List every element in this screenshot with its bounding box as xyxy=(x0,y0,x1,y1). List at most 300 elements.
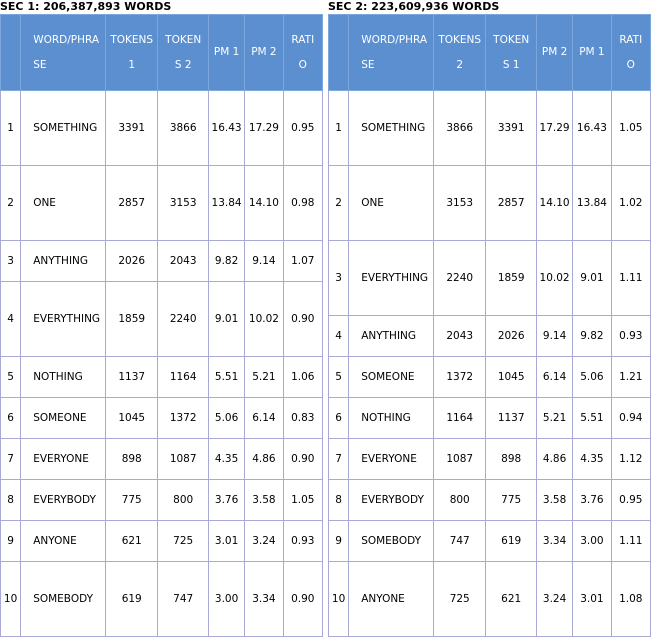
pm-b-header-label: PM 2 xyxy=(251,46,277,58)
pm-a-header xyxy=(208,15,244,91)
tokens-a-cell xyxy=(433,357,485,398)
pm-a-cell-text: 17.29 xyxy=(539,121,570,134)
pm-b-cell-text: 3.58 xyxy=(252,493,276,506)
pm-b-cell xyxy=(573,480,611,521)
pm-b-cell xyxy=(245,521,283,562)
tokens-a-cell xyxy=(105,166,157,241)
pm-a-cell-text: 14.10 xyxy=(539,196,570,209)
ratio-cell-text: 0.83 xyxy=(291,411,315,424)
row-index-text: 4 xyxy=(335,329,342,342)
table-row xyxy=(329,316,651,357)
pm-a-cell xyxy=(536,562,572,637)
pm-b-cell xyxy=(245,166,283,241)
word-cell xyxy=(21,282,106,357)
table-row xyxy=(329,398,651,439)
tokens-a-cell xyxy=(433,439,485,480)
row-index-text: 1 xyxy=(335,121,342,134)
table-row xyxy=(329,241,651,316)
pm-b-cell xyxy=(245,562,283,637)
ratio-cell-text: 1.21 xyxy=(619,370,643,383)
word-cell-text: SOMEONE xyxy=(361,370,415,383)
pm-b-cell xyxy=(573,316,611,357)
pm-b-cell-text: 5.21 xyxy=(252,370,276,383)
pm-b-cell xyxy=(573,241,611,316)
pm-b-header-label: PM 1 xyxy=(579,46,605,58)
pm-b-cell xyxy=(245,357,283,398)
tokens-b-cell-text: 619 xyxy=(501,534,522,547)
tokens-a-cell xyxy=(433,521,485,562)
word-cell-text: EVERYTHING xyxy=(361,271,429,284)
tokens-a-cell xyxy=(105,521,157,562)
word-cell xyxy=(21,398,106,439)
word-cell xyxy=(349,562,434,637)
table-row xyxy=(329,521,651,562)
ratio-cell xyxy=(611,439,650,480)
pm-a-cell-text: 3.76 xyxy=(214,493,239,506)
pm-b-cell-text: 4.35 xyxy=(580,452,604,465)
pm-b-cell-text: 9.82 xyxy=(580,329,604,342)
tokens-a-cell xyxy=(105,282,157,357)
ratio-cell-text: 1.08 xyxy=(619,592,643,605)
index-header xyxy=(329,15,349,91)
row-index xyxy=(1,282,21,357)
row-index xyxy=(1,562,21,637)
tokens-b-cell xyxy=(158,480,208,521)
pm-b-cell xyxy=(573,357,611,398)
row-index xyxy=(1,398,21,439)
word-cell-text: SOMEBODY xyxy=(361,534,422,547)
tokens-b-cell xyxy=(158,166,208,241)
ratio-cell-text: 1.07 xyxy=(291,254,315,267)
tokens-b-header-label: TOKENS 1 xyxy=(493,33,530,71)
ratio-cell-text: 1.11 xyxy=(619,271,643,284)
row-index-text: 7 xyxy=(335,452,342,465)
tokens-b-cell-text: 3391 xyxy=(497,121,525,134)
tokens-a-cell xyxy=(433,166,485,241)
ratio-cell-text: 0.94 xyxy=(619,411,643,424)
tokens-a-cell xyxy=(433,241,485,316)
word-cell xyxy=(349,166,434,241)
table-body xyxy=(329,91,651,637)
tokens-b-cell xyxy=(486,439,536,480)
tokens-b-header xyxy=(158,15,208,91)
row-index-text: 5 xyxy=(7,370,14,383)
word-phrase-header xyxy=(349,15,434,91)
row-index-text: 6 xyxy=(335,411,342,424)
sec2-title: SEC 2: 223,609,936 WORDS xyxy=(328,0,500,13)
word-cell xyxy=(21,357,106,398)
row-index-text: 5 xyxy=(335,370,342,383)
row-index xyxy=(1,439,21,480)
table-body xyxy=(1,91,323,637)
pm-b-cell-text: 4.86 xyxy=(252,452,276,465)
tokens-a-cell xyxy=(433,480,485,521)
sec1-title: SEC 1: 206,387,893 WORDS xyxy=(0,0,172,13)
ratio-cell xyxy=(283,241,322,282)
pm-b-cell-text: 17.29 xyxy=(248,121,279,134)
pm-a-cell xyxy=(536,357,572,398)
pm-a-cell-text: 10.02 xyxy=(539,271,570,284)
row-index xyxy=(329,91,349,166)
pm-a-cell xyxy=(208,241,244,282)
ratio-cell xyxy=(283,91,322,166)
tokens-a-cell-text: 1164 xyxy=(446,411,474,424)
ratio-cell xyxy=(611,480,650,521)
row-index-text: 3 xyxy=(7,254,14,267)
tokens-b-cell-text: 2026 xyxy=(497,329,525,342)
row-index xyxy=(329,241,349,316)
tokens-b-cell xyxy=(486,521,536,562)
word-cell-text: ANYTHING xyxy=(361,329,417,342)
table-row xyxy=(1,521,323,562)
tokens-b-header xyxy=(486,15,536,91)
pm-a-cell-text: 13.84 xyxy=(211,196,242,209)
word-cell xyxy=(21,480,106,521)
row-index xyxy=(1,521,21,562)
pm-a-cell-text: 3.01 xyxy=(214,534,239,547)
tokens-a-cell-text: 2026 xyxy=(118,254,146,267)
pm-b-cell-text: 6.14 xyxy=(252,411,276,424)
ratio-header xyxy=(283,15,322,91)
pm-a-cell xyxy=(536,480,572,521)
tokens-b-cell xyxy=(486,480,536,521)
word-cell xyxy=(349,357,434,398)
ratio-cell xyxy=(611,521,650,562)
row-index-text: 10 xyxy=(331,592,346,605)
pm-a-cell xyxy=(208,357,244,398)
word-phrase-header-label: WORD/PHRASE xyxy=(361,33,428,71)
pm-a-cell-text: 9.01 xyxy=(214,312,239,325)
sec2-table xyxy=(328,14,651,637)
ratio-cell xyxy=(283,562,322,637)
pm-a-cell xyxy=(536,316,572,357)
tokens-b-cell xyxy=(158,521,208,562)
tokens-b-cell xyxy=(158,562,208,637)
table-row xyxy=(329,480,651,521)
pm-a-cell-text: 4.35 xyxy=(214,452,239,465)
pm-a-header-label: PM 1 xyxy=(213,46,240,58)
ratio-header-label: RATIO xyxy=(619,33,643,71)
word-cell xyxy=(21,562,106,637)
word-cell-text: EVERYBODY xyxy=(33,493,96,506)
row-index xyxy=(1,166,21,241)
word-cell xyxy=(349,398,434,439)
table-row xyxy=(1,166,323,241)
row-index-text: 10 xyxy=(3,592,18,605)
ratio-cell xyxy=(283,398,322,439)
ratio-cell-text: 0.90 xyxy=(291,312,315,325)
word-cell xyxy=(21,439,106,480)
pm-a-cell xyxy=(536,166,572,241)
tokens-b-cell-text: 1137 xyxy=(497,411,525,424)
pm-a-cell xyxy=(536,439,572,480)
word-cell-text: NOTHING xyxy=(361,411,411,424)
row-index xyxy=(329,316,349,357)
tokens-b-cell-text: 1164 xyxy=(169,370,197,383)
table-row xyxy=(1,91,323,166)
pm-b-header xyxy=(573,15,611,91)
tokens-a-cell-text: 1372 xyxy=(446,370,474,383)
tokens-b-cell xyxy=(158,241,208,282)
pm-b-cell xyxy=(245,282,283,357)
word-cell xyxy=(21,241,106,282)
pm-a-cell xyxy=(208,521,244,562)
word-cell-text: EVERYONE xyxy=(33,452,89,465)
table-header-row xyxy=(1,15,323,91)
table-row xyxy=(329,166,651,241)
tokens-b-cell-text: 621 xyxy=(501,592,522,605)
ratio-cell-text: 0.95 xyxy=(619,493,643,506)
word-cell xyxy=(21,91,106,166)
pm-a-cell-text: 5.51 xyxy=(214,370,239,383)
row-index-text: 9 xyxy=(335,534,342,547)
tokens-b-cell-text: 800 xyxy=(173,493,194,506)
tokens-b-cell xyxy=(158,357,208,398)
word-cell xyxy=(21,166,106,241)
pm-a-cell xyxy=(208,398,244,439)
word-phrase-header xyxy=(21,15,106,91)
row-index-text: 4 xyxy=(7,312,14,325)
row-index-text: 1 xyxy=(7,121,14,134)
tokens-a-cell-text: 800 xyxy=(449,493,470,506)
tokens-a-cell-text: 619 xyxy=(121,592,142,605)
ratio-cell-text: 0.98 xyxy=(291,196,315,209)
tokens-b-cell xyxy=(486,316,536,357)
tokens-b-cell-text: 725 xyxy=(173,534,194,547)
pm-b-cell-text: 10.02 xyxy=(248,312,279,325)
pm-a-cell-text: 3.34 xyxy=(542,534,567,547)
tokens-b-cell-text: 2043 xyxy=(169,254,197,267)
tokens-a-cell-text: 898 xyxy=(121,452,142,465)
sec1-table xyxy=(0,14,323,637)
pm-a-cell-text: 5.06 xyxy=(214,411,239,424)
tokens-b-cell xyxy=(486,562,536,637)
tokens-a-cell-text: 2240 xyxy=(446,271,474,284)
ratio-cell-text: 1.11 xyxy=(619,534,643,547)
pm-a-cell xyxy=(536,521,572,562)
tokens-b-cell xyxy=(486,166,536,241)
row-index-text: 8 xyxy=(7,493,14,506)
ratio-cell-text: 1.05 xyxy=(619,121,643,134)
ratio-cell xyxy=(611,91,650,166)
row-index-text: 2 xyxy=(7,196,14,209)
pm-a-cell-text: 3.24 xyxy=(542,592,567,605)
sec1-panel xyxy=(0,0,323,637)
tokens-a-cell-text: 3153 xyxy=(446,196,474,209)
ratio-cell-text: 1.05 xyxy=(291,493,315,506)
tokens-a-cell xyxy=(105,357,157,398)
word-phrase-header-label: WORD/PHRASE xyxy=(33,33,100,71)
row-index-text: 8 xyxy=(335,493,342,506)
row-index-text: 6 xyxy=(7,411,14,424)
pm-b-cell-text: 13.84 xyxy=(576,196,607,209)
row-index xyxy=(1,357,21,398)
ratio-cell xyxy=(283,166,322,241)
pm-a-header xyxy=(536,15,572,91)
tokens-a-cell xyxy=(105,91,157,166)
tokens-a-cell xyxy=(433,316,485,357)
word-cell-text: ANYONE xyxy=(33,534,77,547)
word-cell xyxy=(349,521,434,562)
ratio-cell xyxy=(283,480,322,521)
tokens-a-cell-text: 3391 xyxy=(118,121,146,134)
pm-b-cell xyxy=(245,91,283,166)
tokens-b-cell-text: 898 xyxy=(501,452,522,465)
tokens-b-cell-text: 1372 xyxy=(169,411,197,424)
ratio-cell-text: 0.93 xyxy=(291,534,315,547)
word-cell xyxy=(349,480,434,521)
row-index xyxy=(329,357,349,398)
tokens-a-cell xyxy=(105,480,157,521)
word-cell xyxy=(349,241,434,316)
tokens-b-cell xyxy=(486,91,536,166)
row-index-text: 9 xyxy=(7,534,14,547)
row-index xyxy=(329,480,349,521)
pm-a-cell-text: 3.00 xyxy=(214,592,239,605)
tokens-b-header-label: TOKENS 2 xyxy=(165,33,202,71)
tokens-a-header xyxy=(433,15,485,91)
pm-b-cell xyxy=(573,398,611,439)
word-cell-text: EVERYONE xyxy=(361,452,417,465)
ratio-cell xyxy=(611,316,650,357)
ratio-cell xyxy=(611,166,650,241)
ratio-cell xyxy=(611,398,650,439)
word-cell-text: SOMEBODY xyxy=(33,592,94,605)
pm-b-cell xyxy=(573,562,611,637)
table-row xyxy=(1,398,323,439)
tokens-b-cell-text: 747 xyxy=(173,592,194,605)
table-row xyxy=(1,480,323,521)
tokens-a-cell-text: 3866 xyxy=(446,121,474,134)
tokens-b-cell xyxy=(486,241,536,316)
pm-b-cell-text: 3.24 xyxy=(252,534,276,547)
tokens-a-cell-text: 1859 xyxy=(118,312,146,325)
pm-a-cell-text: 6.14 xyxy=(542,370,567,383)
pm-a-cell xyxy=(536,91,572,166)
word-cell-text: SOMEONE xyxy=(33,411,87,424)
tokens-a-header xyxy=(105,15,157,91)
pm-b-cell-text: 3.01 xyxy=(580,592,604,605)
tokens-b-cell xyxy=(158,439,208,480)
ratio-cell xyxy=(611,562,650,637)
ratio-cell-text: 1.02 xyxy=(619,196,643,209)
ratio-cell-text: 0.93 xyxy=(619,329,643,342)
row-index xyxy=(329,521,349,562)
tokens-b-cell xyxy=(158,282,208,357)
sec2-panel xyxy=(328,0,651,637)
word-cell-text: ANYONE xyxy=(361,592,405,605)
row-index xyxy=(1,91,21,166)
table-row xyxy=(329,357,651,398)
tokens-a-cell xyxy=(105,241,157,282)
tokens-b-cell-text: 1045 xyxy=(497,370,525,383)
pm-a-cell xyxy=(536,398,572,439)
pm-b-cell-text: 9.01 xyxy=(580,271,604,284)
row-index-text: 2 xyxy=(335,196,342,209)
pm-a-cell xyxy=(208,282,244,357)
pm-b-cell-text: 5.06 xyxy=(580,370,604,383)
pm-b-cell-text: 16.43 xyxy=(576,121,607,134)
tokens-a-cell xyxy=(433,91,485,166)
tokens-a-cell xyxy=(433,398,485,439)
pm-a-cell xyxy=(208,562,244,637)
tokens-a-cell-text: 1137 xyxy=(118,370,146,383)
tokens-a-cell-text: 775 xyxy=(121,493,142,506)
table-row xyxy=(1,439,323,480)
ratio-cell xyxy=(283,282,322,357)
tokens-b-cell-text: 1859 xyxy=(497,271,525,284)
tokens-a-cell-text: 747 xyxy=(449,534,470,547)
row-index xyxy=(1,241,21,282)
pm-b-cell-text: 3.76 xyxy=(580,493,604,506)
tokens-b-cell xyxy=(486,398,536,439)
table-row xyxy=(1,357,323,398)
tokens-a-header-label: TOKENS 2 xyxy=(438,33,482,71)
tokens-b-cell xyxy=(158,91,208,166)
word-cell-text: NOTHING xyxy=(33,370,83,383)
tokens-a-cell xyxy=(105,439,157,480)
pm-b-cell xyxy=(573,439,611,480)
word-cell xyxy=(21,521,106,562)
pm-a-header-label: PM 2 xyxy=(541,46,568,58)
tokens-b-cell-text: 3866 xyxy=(169,121,197,134)
index-header xyxy=(1,15,21,91)
table-row xyxy=(1,282,323,357)
pm-b-cell xyxy=(573,521,611,562)
ratio-header xyxy=(611,15,650,91)
pm-b-cell xyxy=(245,480,283,521)
pm-b-cell-text: 3.34 xyxy=(252,592,276,605)
word-cell xyxy=(349,316,434,357)
row-index xyxy=(1,480,21,521)
word-cell-text: ONE xyxy=(33,196,56,209)
tokens-a-cell-text: 1045 xyxy=(118,411,146,424)
pm-a-cell-text: 5.21 xyxy=(542,411,567,424)
tokens-b-cell-text: 3153 xyxy=(169,196,197,209)
pm-a-cell-text: 3.58 xyxy=(542,493,567,506)
ratio-cell xyxy=(611,357,650,398)
pm-b-cell xyxy=(245,398,283,439)
tokens-a-header-label: TOKENS 1 xyxy=(110,33,154,71)
tokens-a-cell xyxy=(105,398,157,439)
row-index xyxy=(329,166,349,241)
ratio-cell-text: 0.90 xyxy=(291,592,315,605)
word-cell-text: SOMETHING xyxy=(33,121,98,134)
row-index xyxy=(329,439,349,480)
ratio-cell xyxy=(283,357,322,398)
row-index xyxy=(329,562,349,637)
tokens-a-cell-text: 2857 xyxy=(118,196,146,209)
pm-b-cell xyxy=(573,91,611,166)
row-index xyxy=(329,398,349,439)
row-index-text: 7 xyxy=(7,452,14,465)
pm-a-cell-text: 16.43 xyxy=(211,121,242,134)
ratio-cell xyxy=(283,521,322,562)
ratio-header-label: RATIO xyxy=(291,33,315,71)
pm-a-cell-text: 9.14 xyxy=(542,329,567,342)
tokens-a-cell xyxy=(433,562,485,637)
pm-b-cell xyxy=(573,166,611,241)
tokens-a-cell xyxy=(105,562,157,637)
pm-a-cell xyxy=(208,439,244,480)
pm-b-cell-text: 5.51 xyxy=(580,411,604,424)
tokens-b-cell xyxy=(158,398,208,439)
table-row xyxy=(1,241,323,282)
tokens-b-cell-text: 2240 xyxy=(169,312,197,325)
tokens-a-cell-text: 2043 xyxy=(446,329,474,342)
ratio-cell-text: 1.06 xyxy=(291,370,315,383)
ratio-cell xyxy=(283,439,322,480)
